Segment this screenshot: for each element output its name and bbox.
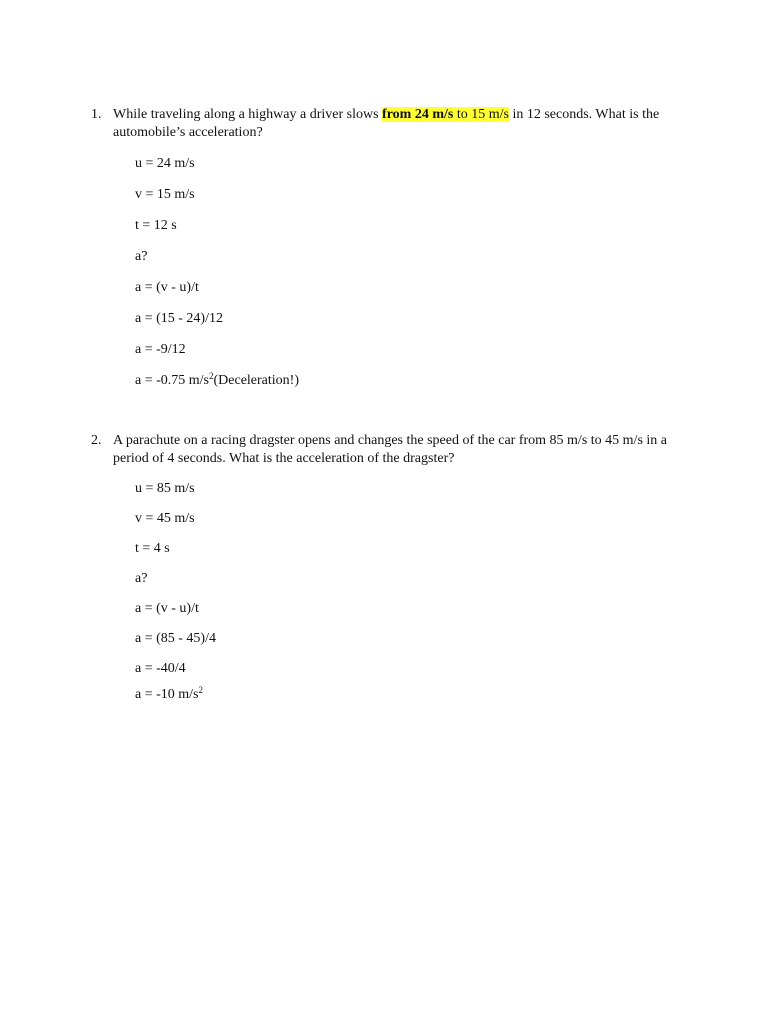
question-text: A parachute on a racing dragster opens and changes the speed of the car from 85 m/s to 45 m/s in a period of 4 seconds. What is the acceleration of the dragster? (113, 433, 667, 466)
solution-step: a? (135, 249, 148, 264)
solution-step: a = (v - u)/t (135, 280, 199, 295)
final-answer (135, 372, 681, 390)
question-text-before: While traveling along a highway a driver slows (113, 107, 383, 122)
question-number: 1. (91, 107, 102, 122)
solution-step: a = -9/12 (135, 342, 186, 357)
final-answer-note: (Deceleration!) (213, 373, 299, 388)
solution-step: a = (15 - 24)/12 (135, 311, 223, 326)
final-answer (135, 686, 681, 704)
exponent: 2 (209, 371, 214, 381)
question-2 (91, 432, 681, 704)
solution-step: u = 85 m/s (135, 481, 195, 496)
solution-step: a = (v - u)/t (135, 601, 199, 616)
solution-step: a = -40/4 (135, 661, 186, 676)
solution-step: u = 24 m/s (135, 156, 195, 171)
solution-steps (135, 480, 681, 704)
exponent: 2 (198, 685, 203, 695)
solution-step: t = 12 s (135, 218, 177, 233)
solution-step: t = 4 s (135, 541, 170, 556)
solution-step: a = (85 - 45)/4 (135, 631, 216, 646)
solution-steps (135, 155, 681, 390)
question-number: 2. (91, 433, 102, 448)
question-text-after: in 12 seconds. What is the automobile’s acceleration? (113, 107, 660, 140)
highlighted-text: to 15 m/s (453, 107, 509, 122)
final-answer-value: a = -0.75 m/s (135, 373, 209, 388)
question-1 (91, 106, 681, 390)
final-answer-value: a = -10 m/s (135, 687, 199, 702)
solution-step: a? (135, 571, 148, 586)
highlighted-bold-text: from 24 m/s (382, 107, 454, 122)
solution-step: v = 15 m/s (135, 187, 195, 202)
question-text (113, 106, 681, 142)
solution-step: v = 45 m/s (135, 511, 195, 526)
